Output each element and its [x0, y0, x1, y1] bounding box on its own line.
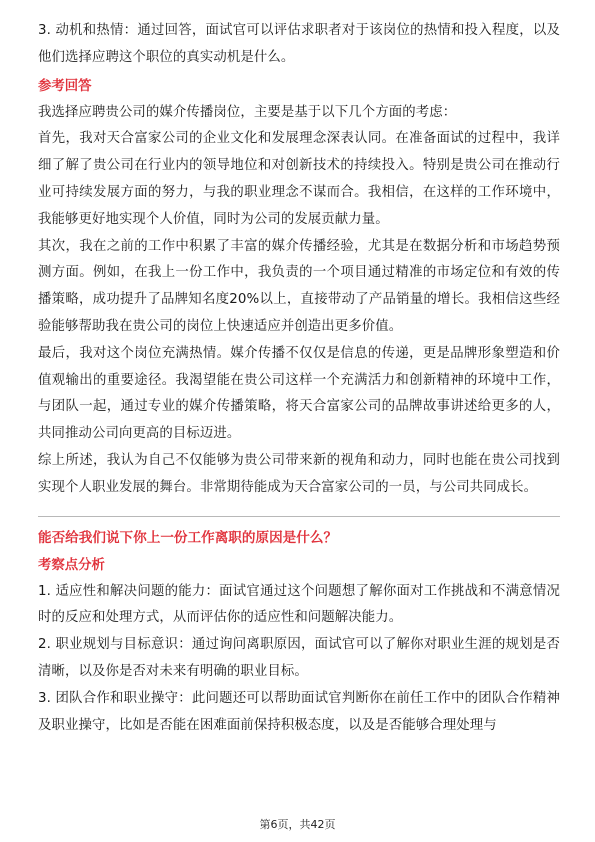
section-divider — [38, 516, 560, 517]
page-content — [38, 18, 560, 739]
question-title: 能否给我们说下你上一份工作离职的原因是什么？ — [38, 529, 338, 546]
answer-paragraph-last: 最后，我对这个岗位充满热情。媒介传播不仅仅是信息的传递，更是品牌形象塑造和价值观输出的重要途径。我渴望能在贵公司这样一个充满活力和创新精神的环境中工作，与团队一起，通过专业的媒介传播策略，将天合富家公司的品牌故事讲述给更多的人，共同推动公司向更高的目标迈进。 — [38, 345, 560, 442]
analysis-point-teamwork: 3. 团队合作和职业操守：此问题还可以帮助面试官判断你在前任工作中的团队合作精神及职业操守，比如是否能在困难面前保持积极态度，以及是否能够合理处理与 — [38, 690, 560, 733]
answer-paragraph-intro: 我选择应聘贵公司的媒介传播岗位，主要是基于以下几个方面的考虑： — [38, 104, 457, 120]
answer-paragraph-second: 其次，我在之前的工作中积累了丰富的媒介传播经验，尤其是在数据分析和市场趋势预测方面。例如，在我上一份工作中，我负责的一个项目通过精准的市场定位和有效的传播策略，成功提升了品牌知名度20%以上，直接带动了产品销量的增长。我相信这些经验能够帮助我在贵公司的岗位上快速适应并创造出更多价值。 — [38, 238, 560, 334]
page-number-footer: 第6页，共42页 — [259, 818, 336, 831]
reference-answer-heading: 参考回答 — [38, 78, 92, 94]
answer-paragraph-summary: 综上所述，我认为自己不仅能够为贵公司带来新的视角和动力，同时也能在贵公司找到实现个人职业发展的舞台。非常期待能成为天合富家公司的一员，与公司共同成长。 — [38, 452, 560, 495]
answer-paragraph-first: 首先，我对天合富家公司的企业文化和发展理念深表认同。在准备面试的过程中，我详细了解了贵公司在行业内的领导地位和对创新技术的持续投入。特别是贵公司在推动行业可持续发展方面的努力，与我的职业理念不谋而合。我相信，在这样的工作环境中，我能够更好地实现个人价值，同时为公司的发展贡献力量。 — [38, 131, 560, 227]
analysis-point-career-planning: 2. 职业规划与目标意识：通过询问离职原因，面试官可以了解你对职业生涯的规划是否清晰，以及你是否对未来有明确的职业目标。 — [38, 637, 560, 679]
analysis-heading: 考察点分析 — [38, 557, 105, 573]
analysis-point-adaptability: 1. 适应性和解决问题的能力：面试官通过这个问题想了解你面对工作挑战和不满意情况时的反应和处理方式，从而评估你的适应性和问题解决能力。 — [38, 583, 560, 626]
motivation-point: 3. 动机和热情：通过回答，面试官可以评估求职者对于该岗位的热情和投入程度，以及他们选择应聘这个职位的真实动机是什么。 — [38, 23, 560, 65]
